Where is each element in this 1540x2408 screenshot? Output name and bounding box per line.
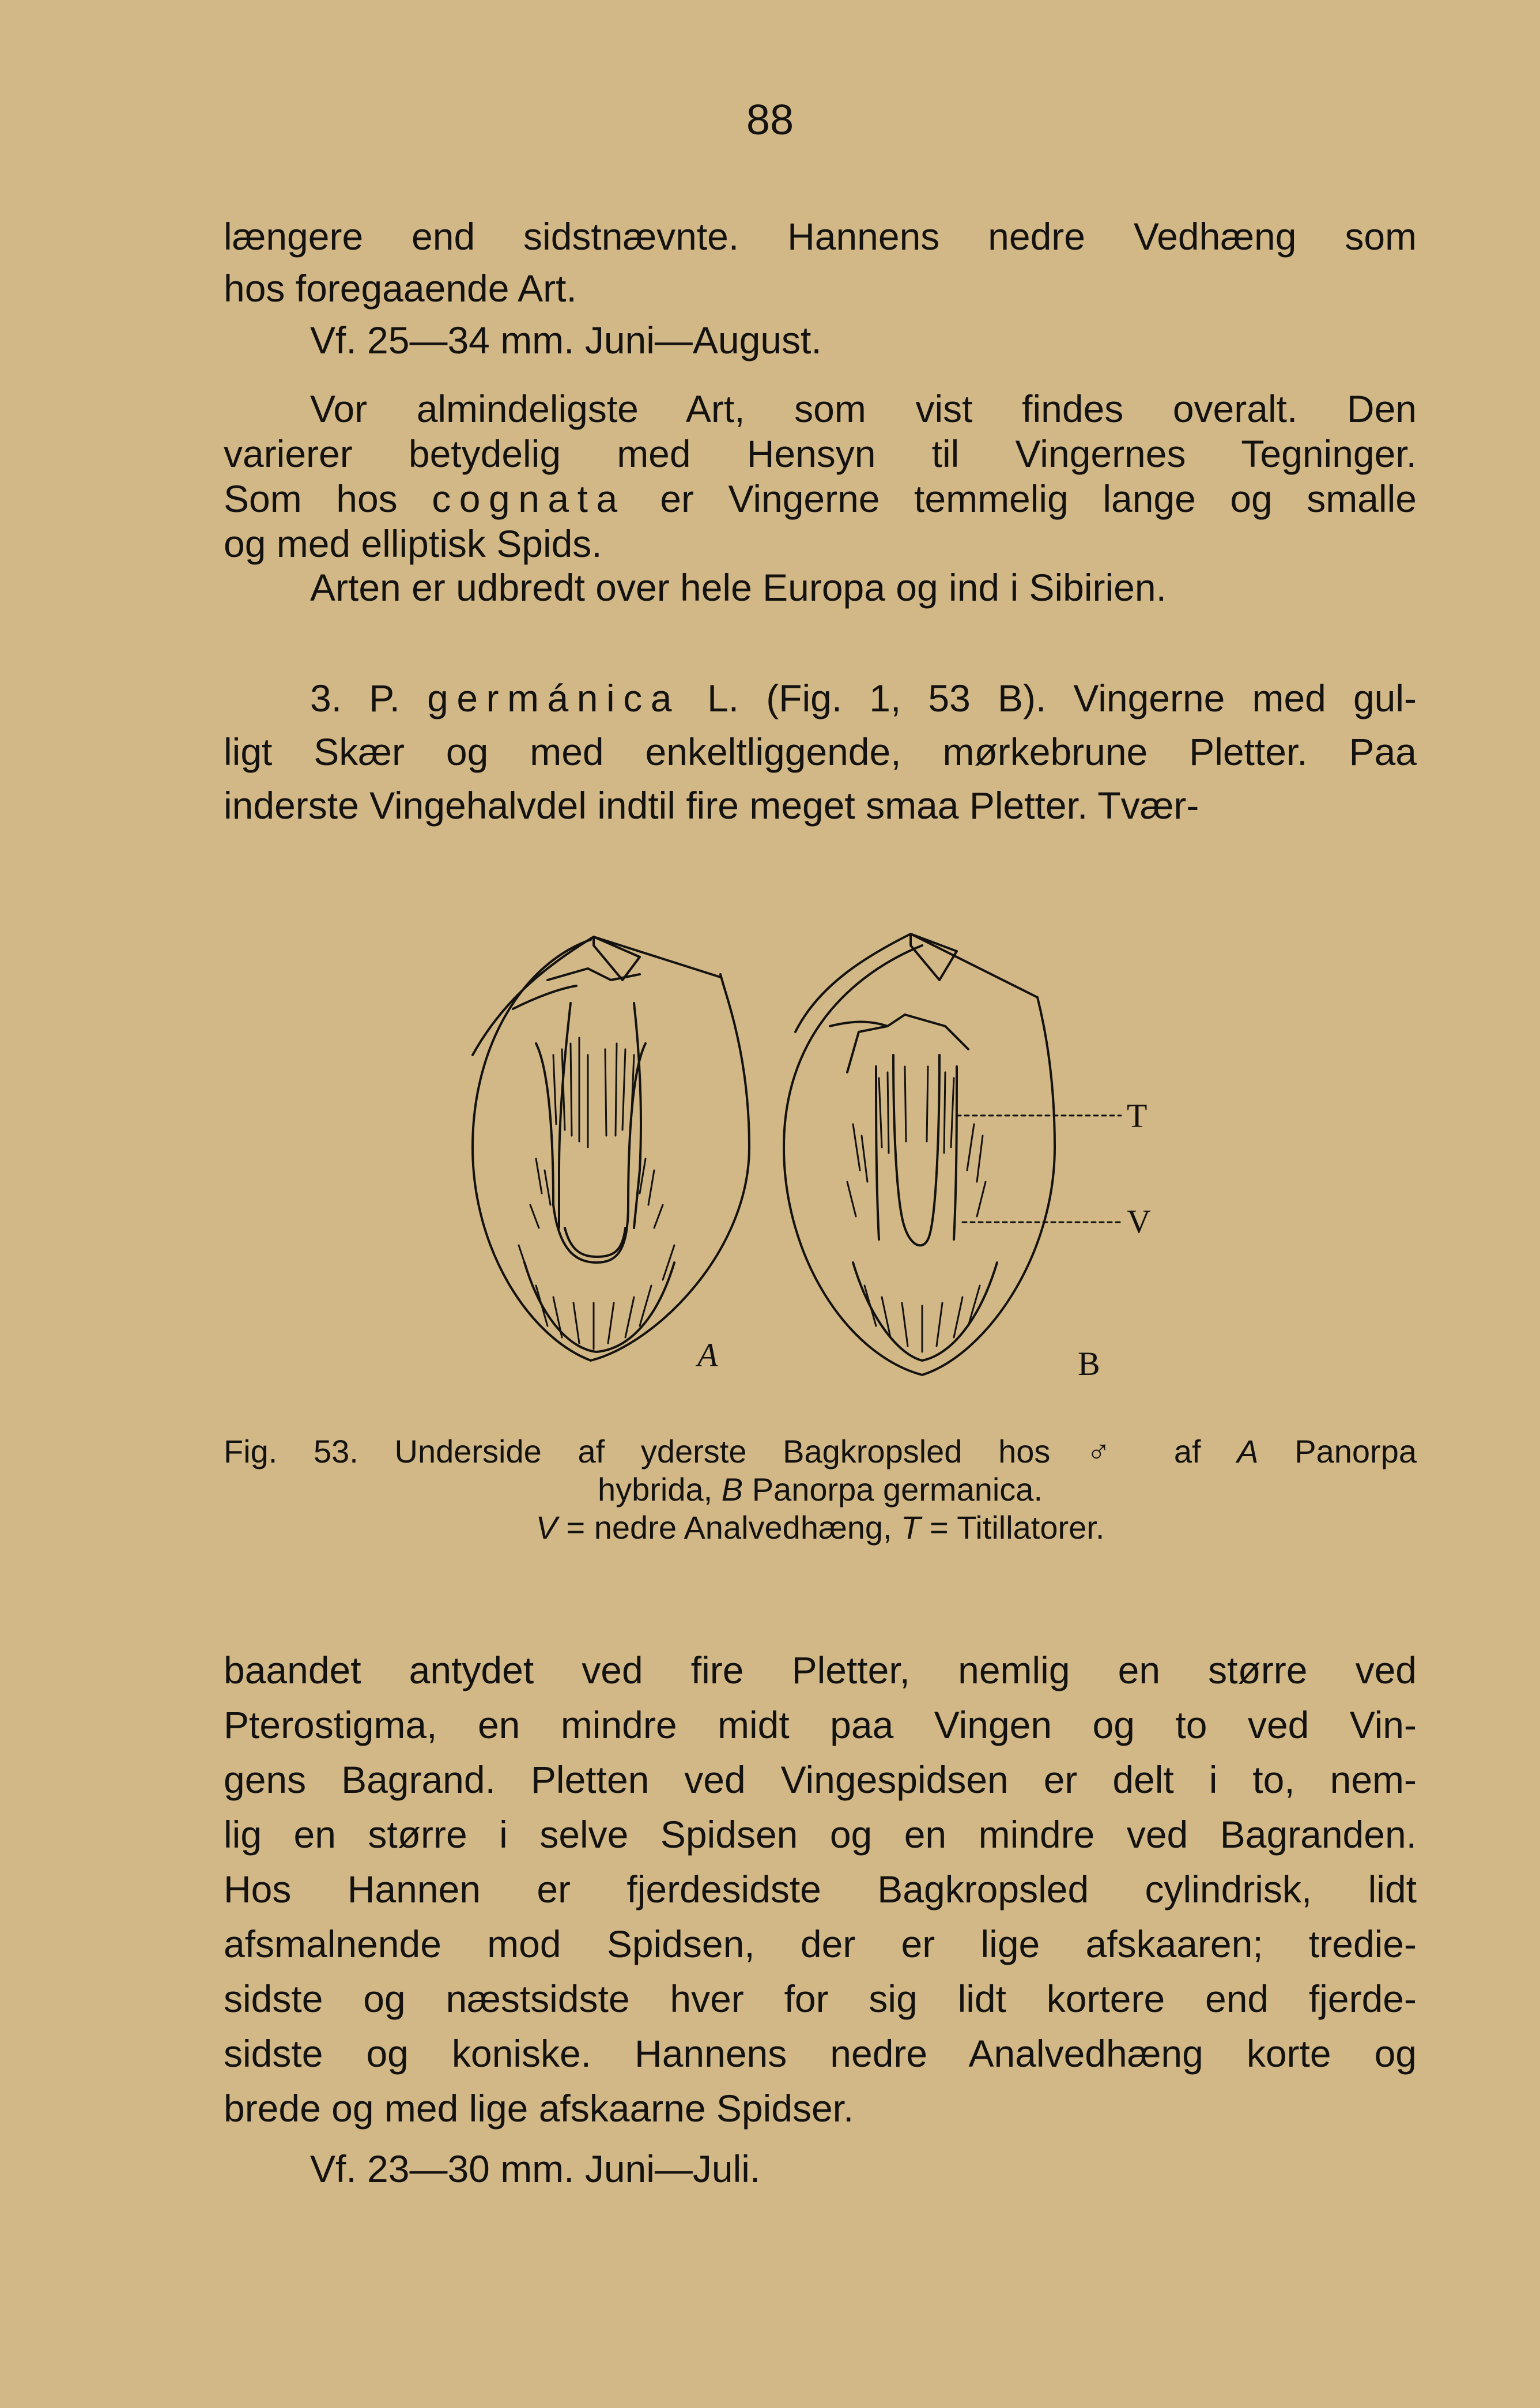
text-fragment: er Vingerne temmelig lange og smalle <box>660 477 1417 520</box>
paragraph-size-season-2 <box>224 2142 1417 2196</box>
text-line: brede og med lige afskaarne Spidser. <box>224 2087 854 2130</box>
text-fragment: Som <box>224 477 302 520</box>
caption-text: Fig. 53. Underside af yderste Bagkropsled hos <box>224 1433 1051 1469</box>
caption-line <box>224 1433 1417 1471</box>
paragraph-distribution <box>224 565 1417 610</box>
text-line: længere end sidstnævnte. Hannens nedre Vedhæng som <box>224 215 1417 258</box>
paragraph-continuation <box>224 210 1417 314</box>
text-line: sidste og næstsidste hver for sig lidt kortere end fjerde- <box>224 1977 1417 2020</box>
text-line: Vf. 25—34 mm. Juni—August. <box>310 319 822 361</box>
text-line <box>224 672 1417 725</box>
male-symbol-icon: ♂ <box>1086 1433 1138 1469</box>
figure-illustration <box>450 882 1210 1412</box>
caption-letter: B <box>721 1471 743 1508</box>
text-line: sidste og koniske. Hannens nedre Analvedhæng korte og <box>224 2032 1417 2075</box>
text-line: inderste Vingehalvdel indtil fire meget smaa Pletter. Tvær- <box>224 784 1199 827</box>
caption-text: Panorpa germanica. <box>752 1471 1043 1508</box>
text-line: gens Bagrand. Pletten ved Vingespidsen er delt i to, nem- <box>224 1758 1417 1801</box>
species-name: germánica <box>427 677 680 719</box>
figure-label-v: V <box>1127 1203 1151 1240</box>
text-line: afsmalnende mod Spidsen, der er lige afskaaren; tredie- <box>224 1923 1417 1965</box>
paragraph-description <box>224 386 1417 566</box>
caption-letter: V <box>535 1509 557 1546</box>
text-line <box>224 476 1417 521</box>
text-line: Vf. 23—30 mm. Juni—Juli. <box>310 2147 761 2190</box>
caption-text: af <box>1173 1433 1201 1469</box>
drawing-a-hatching <box>519 1038 674 1349</box>
text-line: lig en større i selve Spidsen og en mindre ved Bagranden. <box>224 1813 1417 1856</box>
species-number: 3. P. <box>310 677 400 719</box>
paragraph-description-continued <box>224 1643 1417 2136</box>
caption-line <box>224 1471 1417 1509</box>
text-line: ligt Skær og med enkeltliggende, mørkebrune Pletter. Paa <box>224 730 1417 773</box>
caption-line <box>224 1509 1417 1547</box>
figure-label-t: T <box>1127 1097 1148 1135</box>
caption-text: = Titillatorer. <box>929 1509 1105 1546</box>
text-line: hos foregaaende Art. <box>224 267 577 310</box>
paragraph-species-3 <box>224 672 1417 832</box>
figure-label-a: A <box>697 1336 718 1374</box>
text-line: baandet antydet ved fire Pletter, nemlig en større ved <box>224 1649 1417 1691</box>
text-line: Hos Hannen er fjerdesidste Bagkropsled cylindrisk, lidt <box>224 1868 1417 1910</box>
text-fragment: L. (Fig. 1, 53 B). Vingerne med gul- <box>707 677 1417 719</box>
caption-text: Panorpa <box>1294 1433 1417 1469</box>
text-fragment: hos <box>336 477 398 520</box>
caption-text: hybrida, <box>597 1471 713 1508</box>
text-line: Vor almindeligste Art, som vist findes overalt. Den <box>310 387 1417 430</box>
figure-caption <box>224 1433 1417 1547</box>
text-line: Pterostigma, en mindre midt paa Vingen og to ved Vin- <box>224 1704 1417 1746</box>
figure-53 <box>450 882 1210 1412</box>
drawing-b <box>784 934 1055 1375</box>
caption-letter: A <box>1237 1433 1259 1469</box>
paragraph-size-season <box>224 314 1417 366</box>
caption-text: = nedre Analvedhæng, <box>566 1509 892 1546</box>
page-number: 88 <box>746 96 794 144</box>
text-line: varierer betydelig med Hensyn til Vingernes Tegninger. <box>224 432 1417 475</box>
caption-letter: T <box>901 1509 921 1546</box>
drawing-a <box>473 937 749 1361</box>
drawing-b-hatching <box>847 1067 986 1352</box>
text-line: og med elliptisk Spids. <box>224 522 602 565</box>
species-name: cognata <box>432 477 626 520</box>
figure-label-b: B <box>1078 1345 1100 1382</box>
text-line: Arten er udbredt over hele Europa og ind i Sibirien. <box>310 566 1167 609</box>
